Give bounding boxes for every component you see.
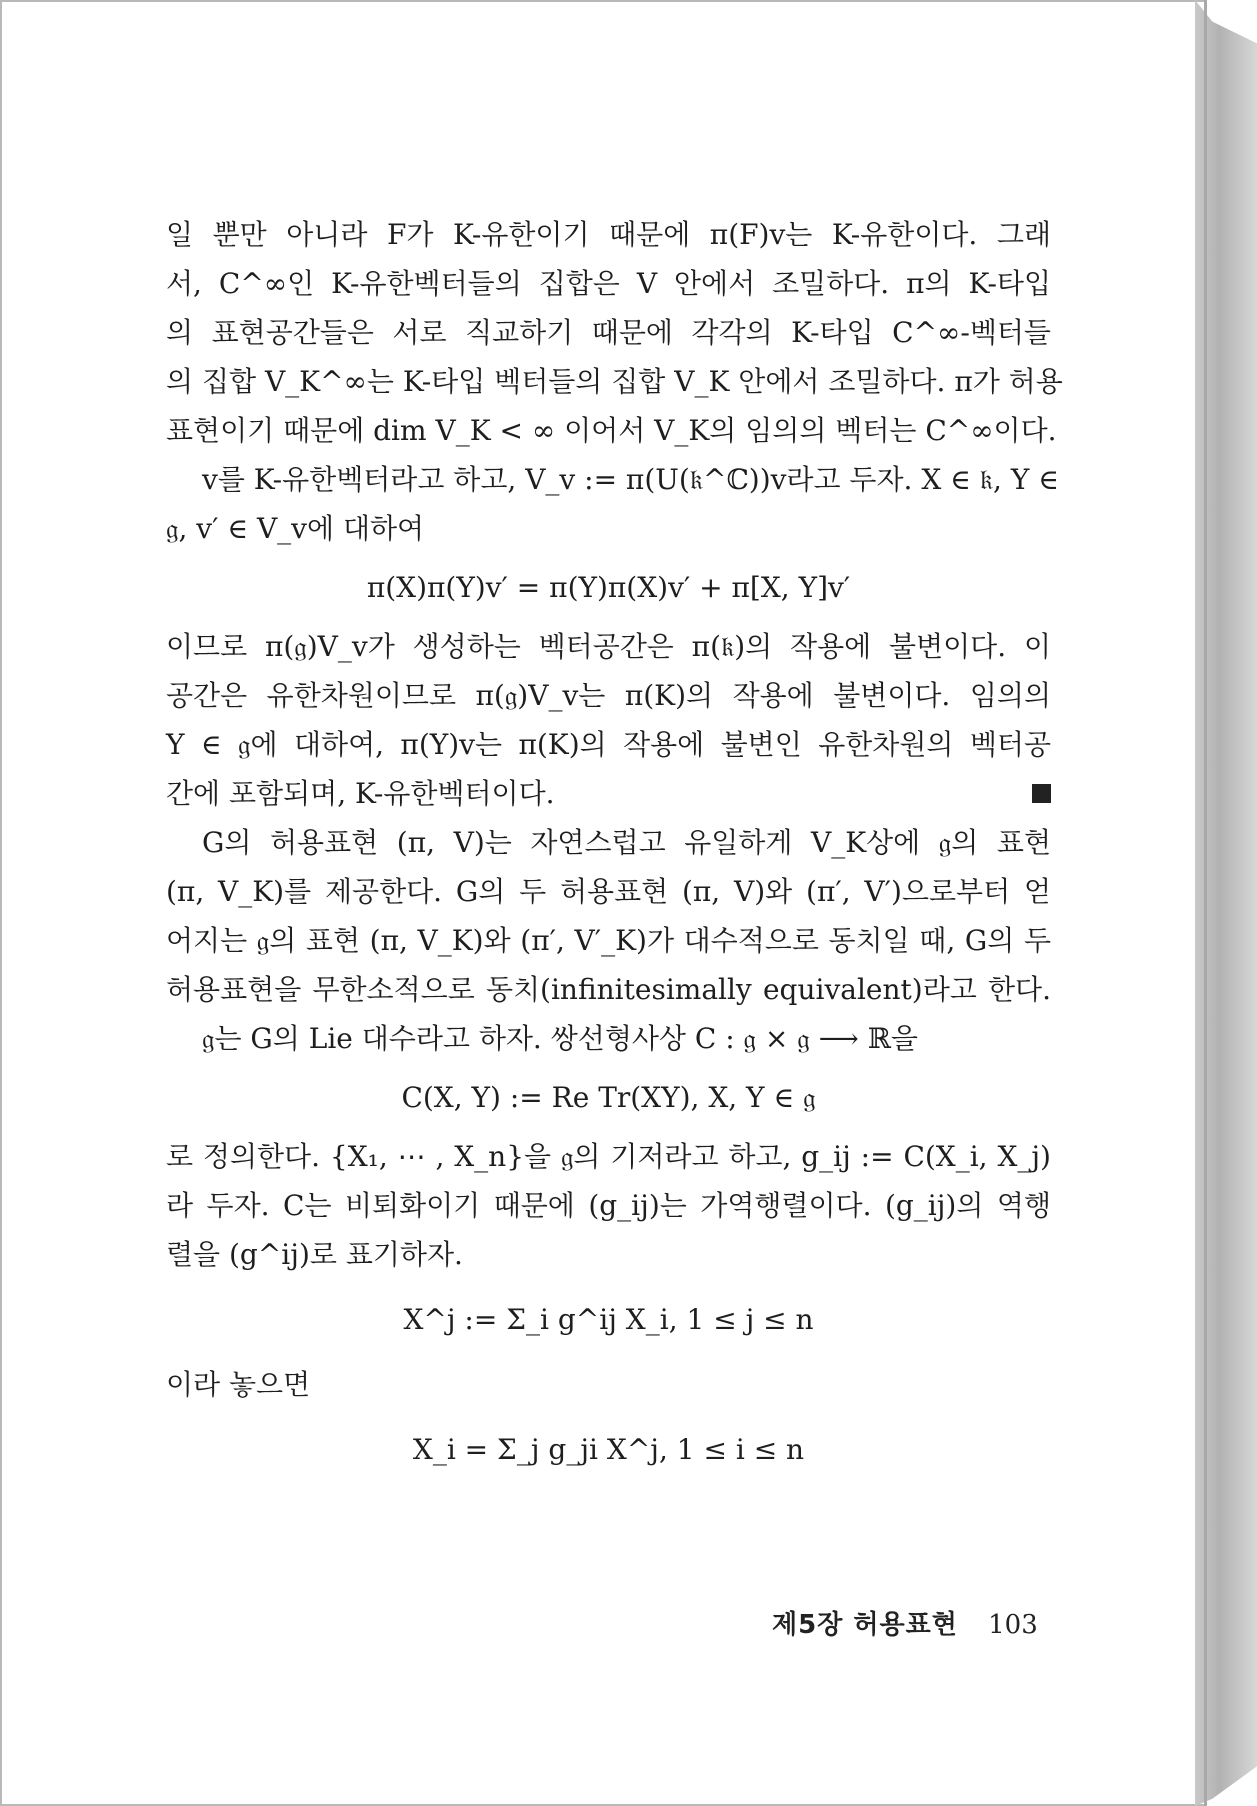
text-line: 허용표현을 무한소적으로 동치(infinitesimally equivalent)라고 한다.	[166, 973, 1051, 1006]
page-text-block	[166, 210, 1063, 1474]
text-line-with-qed	[166, 769, 1051, 818]
text-line: 이므로 π(𝔤)V_v가 생성하는 벡터공간은 π(𝔨)의 작용에 불변이다. 이	[166, 630, 1051, 663]
text-line: 의 표현공간들은 서로 직교하기 때문에 각각의 K-타입 C^∞-벡터들	[166, 316, 1051, 349]
text-line: 라 두자. C는 비퇴화이기 때문에 (g_ij)는 가역행렬이다. (g_ij)의 역행	[166, 1189, 1051, 1222]
page-edge	[1204, 0, 1207, 1806]
text-line: G의 허용표현 (π, V)는 자연스럽고 유일하게 V_K상에 𝔤의 표현	[202, 826, 1051, 859]
text-line: (π, V_K)를 제공한다. G의 두 허용표현 (π, V)와 (π′, V′)으로부터 얻	[166, 875, 1051, 908]
equation-display: X^j := Σ_i g^ij X_i, 1 ≤ j ≤ n	[403, 1303, 814, 1336]
page-footer	[772, 1604, 1038, 1641]
text-line: 𝔤, v′ ∈ V_v에 대하여	[166, 512, 425, 545]
page-number: 103	[988, 1610, 1038, 1640]
text-line: 서, C^∞인 K-유한벡터들의 집합은 V 안에서 조밀하다. π의 K-타입	[166, 267, 1051, 300]
equation-display: π(X)π(Y)v′ = π(Y)π(X)v′ + π[X, Y]v′	[366, 571, 851, 604]
text-line: 이라 놓으면	[166, 1368, 311, 1401]
chapter-title: 제5장 허용표현	[772, 1610, 958, 1640]
equation-display: X_i = Σ_j g_ji X^j, 1 ≤ i ≤ n	[412, 1433, 805, 1466]
text-line: 렬을 (g^ij)로 표기하자.	[166, 1238, 463, 1271]
text-line: 일 뿐만 아니라 F가 K-유한이기 때문에 π(F)v는 K-유한이다. 그래	[166, 218, 1051, 251]
equation-display: C(X, Y) := Re Tr(XY), X, Y ∈ 𝔤	[401, 1081, 816, 1114]
text-line: 어지는 𝔤의 표현 (π, V_K)와 (π′, V′_K)가 대수적으로 동치일 때, G의 두	[166, 924, 1051, 957]
text-line: Y ∈ 𝔤에 대하여, π(Y)v는 π(K)의 작용에 불변인 유한차원의 벡터공	[166, 728, 1051, 761]
text-line: 간에 포함되며, K-유한벡터이다.	[166, 777, 555, 810]
text-line: 로 정의한다. {X₁, ⋯ , X_n}을 𝔤의 기저라고 하고, g_ij := C(X_i, X_j)	[166, 1140, 1051, 1173]
qed-square-icon	[1032, 784, 1051, 803]
text-line: 의 집합 V_K^∞는 K-타입 벡터들의 집합 V_K 안에서 조밀하다. π가 허용	[166, 365, 1063, 398]
text-line: 공간은 유한차원이므로 π(𝔤)V_v는 π(K)의 작용에 불변이다. 임의의	[166, 679, 1051, 712]
text-line: 표현이기 때문에 dim V_K < ∞ 이어서 V_K의 임의의 벡터는 C^∞이다.	[166, 414, 1057, 447]
text-line: 𝔤는 G의 Lie 대수라고 하자. 쌍선형사상 C : 𝔤 × 𝔤 ⟶ ℝ을	[202, 1022, 918, 1055]
text-line: v를 K-유한벡터라고 하고, V_v := π(U(𝔨^ℂ))v라고 두자. X ∈ 𝔨, Y ∈	[202, 463, 1059, 496]
